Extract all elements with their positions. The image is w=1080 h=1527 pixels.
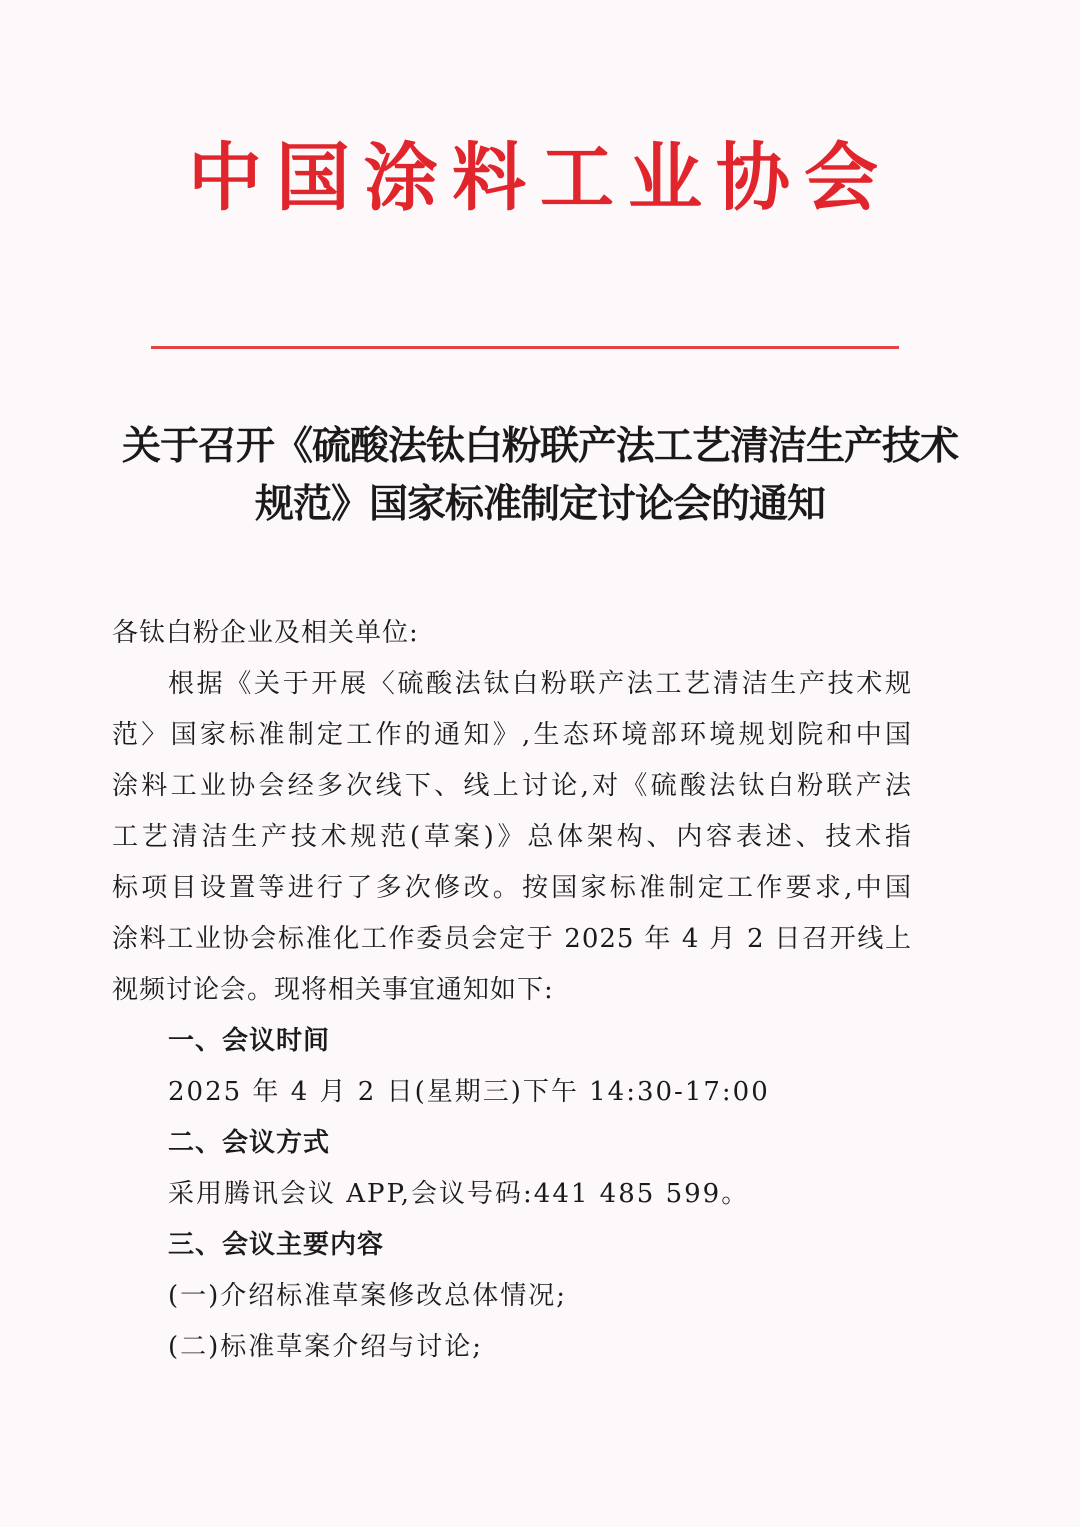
meeting-time-text: 2025 年 4 月 2 日(星期三)下午 14:30-17:00 bbox=[168, 1077, 770, 1107]
meeting-content-item-1: (一)介绍标准草案修改总体情况; bbox=[168, 1281, 568, 1311]
meeting-method-text: 采用腾讯会议 APP,会议号码:441 485 599。 bbox=[168, 1179, 750, 1209]
paragraph-line: 标项目设置等进行了多次修改。按国家标准制定工作要求,中国 bbox=[112, 873, 912, 903]
salutation: 各钛白粉企业及相关单位: bbox=[112, 618, 419, 648]
paragraph-line: 视频讨论会。现将相关事宜通知如下: bbox=[112, 975, 554, 1005]
meeting-content-item-2: (二)标准草案介绍与讨论; bbox=[168, 1332, 484, 1362]
paragraph-line: 涂料工业协会经多次线下、线上讨论,对《硫酸法钛白粉联产法 bbox=[112, 771, 912, 801]
paragraph-line: 范〉国家标准制定工作的通知》,生态环境部环境规划院和中国 bbox=[112, 720, 912, 750]
section-heading-meeting-time: 一、会议时间 bbox=[168, 1026, 331, 1056]
document-title-line-2: 规范》国家标准制定讨论会的通知 bbox=[254, 482, 825, 527]
paragraph-line: 涂料工业协会标准化工作委员会定于 2025 年 4 月 2 日召开线上 bbox=[112, 924, 912, 954]
section-heading-meeting-content: 三、会议主要内容 bbox=[168, 1230, 385, 1260]
paragraph-intro bbox=[112, 659, 912, 1016]
letterhead-divider bbox=[151, 346, 899, 349]
paragraph-line: 根据《关于开展〈硫酸法钛白粉联产法工艺清洁生产技术规 bbox=[168, 669, 912, 699]
section-heading-meeting-method: 二、会议方式 bbox=[168, 1128, 331, 1158]
document-body bbox=[112, 608, 912, 1373]
paragraph-line: 工艺清洁生产技术规范(草案)》总体架构、内容表述、技术指 bbox=[112, 822, 912, 852]
letterhead-org-name: 中国涂料工业协会 bbox=[188, 135, 892, 221]
document-title-line-1: 关于召开《硫酸法钛白粉联产法工艺清洁生产技术 bbox=[121, 424, 958, 469]
document-title bbox=[100, 418, 980, 534]
